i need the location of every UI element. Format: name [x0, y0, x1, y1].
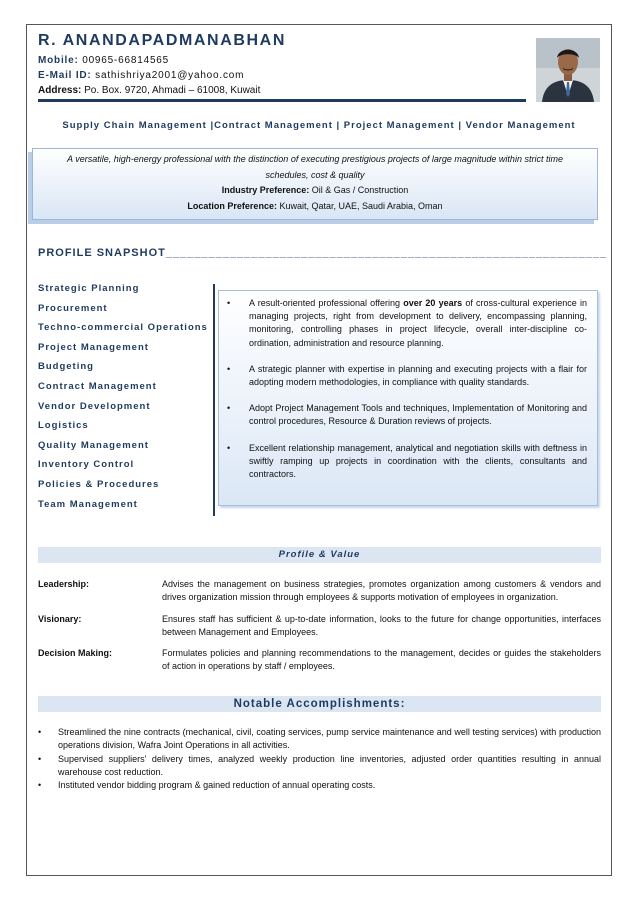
expertise-tagline: Supply Chain Management |Contract Management | Project Management | Vendor Management — [62, 120, 576, 131]
skill-item: Strategic Planning — [38, 283, 140, 294]
location-value: Kuwait, Qatar, UAE, Saudi Arabia, Oman — [279, 200, 443, 211]
accomplishment-text: Streamlined the nine contracts (mechanical, civil, coating services, pump service maintenance and well testing services) with production operations division, Wafra Joint Operations in all activities. — [58, 727, 601, 750]
address-label: Address: — [38, 85, 82, 96]
snapshot-bullet-text: A strategic planner with expertise in planning and executing projects with a flair for adopting modern methodologies, in compliance with quality standards. — [249, 363, 587, 388]
skill-item: Project Management — [38, 341, 149, 353]
skill-item: Vendor Development — [38, 400, 151, 412]
mobile-number: 00965-66814565 — [82, 55, 170, 66]
pv-text: Formulates policies and planning recommendations to the management, decides or guides the stakeholders of action in operations by staff / employees. — [162, 648, 601, 671]
address-line — [38, 85, 260, 96]
accomplishments-heading: Notable Accomplishments: — [38, 696, 601, 712]
profile-snapshot-heading: PROFILE SNAPSHOT______________________________________________________________ — [38, 247, 608, 259]
skill-item: Procurement — [38, 302, 108, 314]
snapshot-bullet-text: A result-oriented professional offering over 20 years of cross-cultural experience in managing projects, right from development to delivery, encompassing planning, monitoring, controlling phases in project lifecycle, overall inter-discipline co-ordination, administration and resource planning. — [249, 298, 587, 348]
address-value: Po. Box. 9720, Ahmadi – 61008, Kuwait — [84, 85, 261, 96]
skill-item: Policies & Procedures — [38, 478, 160, 490]
snapshot-bullets-box — [218, 290, 598, 506]
snapshot-bullet — [227, 363, 587, 389]
snapshot-bullet — [227, 442, 587, 482]
skill-item: Contract Management — [38, 380, 157, 392]
accomplishment-text: Supervised suppliers' delivery times, analyzed weekly production line inventories, adjusted order quantities resulting in annual warehouse cost reduction. — [58, 753, 601, 777]
mobile-label: Mobile: — [38, 55, 79, 66]
accomplishment-text: Instituted vendor bidding program & gained reduction of annual operating costs. — [58, 780, 376, 790]
summary-box — [32, 148, 598, 220]
pv-text: Advises the management on business strategies, promotes organization among customers & vendors and drives organization mission through employees & supports motivation of employees in organization. — [162, 579, 601, 602]
profile-value-row — [38, 613, 601, 638]
bullet-dot-icon: • — [227, 363, 231, 374]
bullet-dot-icon: • — [227, 442, 231, 453]
pv-label: Decision Making: — [38, 648, 113, 658]
accomplishment-item — [38, 753, 601, 779]
email-address: sathishriya2001@yahoo.com — [95, 70, 245, 81]
skill-item: Team Management — [38, 498, 138, 510]
candidate-name: R. ANANDAPADMANABHAN — [38, 32, 286, 49]
summary-text: A versatile, high-energy professional with the distinction of executing prestigious projects of large magnitude within strict time schedules, cost & quality — [67, 154, 563, 180]
profile-value-row — [38, 578, 601, 603]
pv-label: Visionary: — [38, 614, 82, 624]
bullet-dot-icon: • — [38, 780, 42, 790]
accomplishment-item — [38, 779, 601, 792]
industry-preference — [33, 183, 597, 199]
skill-item: Budgeting — [38, 361, 94, 373]
skill-item: Techno-commercial Operations — [38, 322, 208, 334]
snapshot-bullet-text: Adopt Project Management Tools and techniques, Implementation of Monitoring and control procedures, Resource & Duration reviews of projects. — [249, 403, 587, 427]
email-line — [38, 70, 244, 81]
location-label: Location Preference: — [187, 200, 277, 211]
pv-label: Leadership: — [38, 579, 90, 589]
skills-divider — [213, 284, 215, 516]
location-preference — [33, 199, 597, 215]
accomplishments-list — [38, 726, 601, 793]
snapshot-bullet — [227, 402, 587, 428]
bullet-dot-icon: • — [227, 298, 231, 308]
snapshot-bullet-text: Excellent relationship management, analytical and negotiation skills with deftness in swiftly ramping up projects in coordination with the clients, consultants and contractors. — [249, 442, 587, 480]
header-rule — [38, 99, 526, 102]
bullet-dot-icon: • — [38, 753, 42, 764]
email-label: E-Mail ID: — [38, 70, 92, 81]
skill-item: Logistics — [38, 420, 89, 432]
industry-value: Oil & Gas / Construction — [311, 185, 409, 195]
skill-item: Quality Management — [38, 439, 149, 451]
profile-photo — [536, 38, 600, 102]
snapshot-bullet — [227, 297, 587, 350]
pv-text: Ensures staff has sufficient & up-to-date information, looks to the future for change opportunities, interfaces between Management and Employees. — [162, 614, 601, 637]
bullet-dot-icon: • — [227, 403, 231, 414]
profile-value-heading: Profile & Value — [38, 547, 601, 563]
skill-item: Inventory Control — [38, 459, 135, 471]
mobile-line — [38, 55, 169, 66]
accomplishment-item — [38, 726, 601, 752]
skills-list — [38, 282, 213, 517]
bullet-dot-icon: • — [38, 727, 42, 737]
profile-value-row — [38, 647, 601, 672]
industry-label: Industry Preference: — [221, 185, 310, 195]
